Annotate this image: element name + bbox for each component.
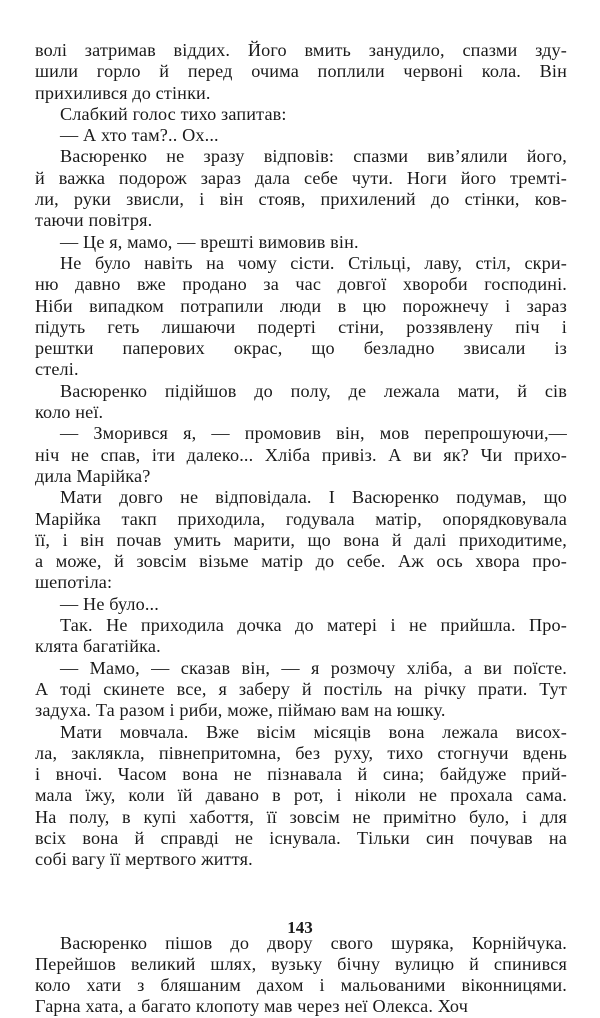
text-line: коло неї. (35, 402, 104, 423)
paragraph (35, 487, 567, 593)
text-line: її, і він почав умить марити, що вона й далі приходитиме, (35, 529, 567, 550)
text-line: Так. Не приходила дочка до матері і не прийшла. Про- (60, 615, 567, 636)
paragraph (35, 232, 567, 253)
text-line: клята багатійка. (35, 636, 161, 657)
page-number: 143 (287, 918, 313, 937)
text-line: Гарна хата, а багато клопоту мав через неї Олекса. Хоч (35, 996, 468, 1017)
text-section-2 (35, 933, 567, 1018)
paragraph (35, 594, 567, 615)
text-line: а може, й зовсім візьме матір до себе. Аж ось хвора про- (35, 551, 567, 572)
text-line: дила Марійка? (35, 465, 151, 486)
paragraph (35, 658, 567, 722)
text-line: волі затримав віддих. Його вмить занудило, спазми зду- (35, 40, 567, 60)
text-line: — А хто там?.. Ох... (60, 125, 219, 146)
text-line: ніч не спав, іти далеко... Хліба привіз. А ви як? Чи прихо- (35, 444, 567, 465)
text-line: мала їжу, коли їй давано в рот, і ніколи не прохала сама. (35, 785, 567, 806)
text-line: і вночі. Часом вона не пізнавала й сина; байдуже прий- (35, 764, 567, 785)
text-line: ли, руки звисли, і він стояв, прихилений до стінки, ков- (35, 189, 567, 210)
text-line: Васюренко підійшов до полу, де лежала мати, й сів (60, 380, 567, 401)
paragraph (35, 125, 567, 146)
text-line: рештки паперових окрас, що безладно звисали із (35, 338, 567, 359)
text-line: Марійка такп приходила, годувала матір, опорядковувала (35, 508, 567, 529)
text-line: — Зморився я, — промовив він, мов перепрошуючи,— (60, 423, 567, 444)
paragraph (35, 722, 567, 871)
text-line: шили горло й перед очима поплили червоні кола. Він (35, 61, 567, 82)
text-line: задуха. Та разом і риби, може, піймаю вам на юшку. (35, 700, 446, 721)
paragraph (35, 615, 567, 658)
text-line: А тоді скинете все, я заберу й постіль на річку прати. Тут (35, 678, 567, 699)
text-line: Мати довго не відповідала. І Васюренко подумав, що (60, 487, 567, 508)
text-line: стелі. (35, 359, 79, 380)
paragraph (35, 381, 567, 424)
text-line: Васюренко не зразу відповів: спазми вив’ялили його, (60, 146, 567, 167)
text-line: Васюренко пішов до двору свого шуряка, Корнійчука. (60, 932, 567, 953)
text-line: — Це я, мамо, — врешті вимовив він. (60, 231, 359, 252)
text-line: Перейшов великий шлях, вузьку бічну вулицю й спинився (35, 953, 567, 974)
paragraph (35, 253, 567, 381)
paragraph (35, 146, 567, 231)
text-line: ла, заклякла, півнепритомна, без руху, тихо стогнучи вдень (35, 742, 567, 763)
paragraph (35, 933, 567, 1018)
text-line: таючи повітря. (35, 210, 153, 231)
text-line: Слабкий голос тихо запитав: (60, 103, 287, 124)
book-page-text (35, 40, 567, 1018)
text-line: — Не було... (60, 593, 159, 614)
text-line: підуть геть лишаючи подерті стіни, роззявлену піч і (35, 316, 567, 337)
text-line: собі вагу її мертвого життя. (35, 849, 253, 870)
text-line: Мати мовчала. Вже вісім місяців вона лежала висох- (60, 721, 567, 742)
text-line: ню давно вже продано за час довгої хвороби господині. (35, 274, 567, 295)
text-section-1 (35, 40, 567, 871)
paragraph (35, 104, 567, 125)
text-line: коло хати з бляшаним дахом і мальованими віконницями. (35, 975, 567, 996)
text-line: Не було навіть на чому сісти. Стільці, лаву, стіл, скри- (60, 252, 567, 273)
text-line: На полу, в купі хабоття, її зовсім не примітно було, і для (35, 806, 567, 827)
text-line: шепотіла: (35, 572, 113, 593)
text-line: — Мамо, — сказав він, — я розмочу хліба, а ви поїсте. (60, 657, 567, 678)
text-line: й важка подорож зараз дала себе чути. Ноги його тремті- (35, 167, 567, 188)
text-line: Ніби випадком потрапили люди в цю порожнечу і зараз (35, 295, 567, 316)
paragraph (35, 40, 567, 104)
text-line: всіх вона й справді не існувала. Тільки син почував на (35, 827, 567, 848)
paragraph (35, 423, 567, 487)
text-line: прихилився до стінки. (35, 82, 211, 103)
